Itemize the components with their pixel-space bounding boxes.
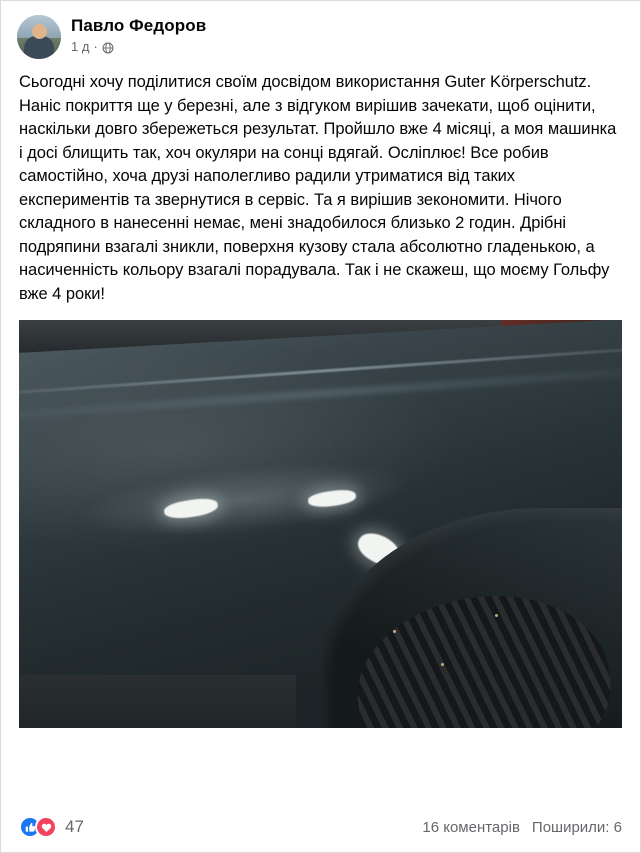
avatar-person-head [32, 24, 47, 39]
meta-separator: · [93, 39, 98, 54]
post-header-text [71, 15, 206, 54]
globe-icon [102, 42, 114, 54]
comments-count[interactable]: 16 коментарів [422, 818, 520, 836]
post-image-container[interactable] [1, 320, 640, 804]
post-footer [1, 804, 640, 852]
footer-stats [422, 819, 622, 836]
reaction-count: 47 [65, 817, 84, 836]
photo-floor [19, 675, 296, 728]
shares-count[interactable]: Поширили: 6 [531, 818, 622, 836]
post-photo[interactable] [19, 320, 622, 728]
author-name[interactable]: Павло Федоров [71, 16, 207, 35]
reactions-group[interactable] [19, 816, 84, 838]
post-text: Сьогодні хочу поділитися своїм досвідом використання Guter Körperschutz. Наніс покриття ще у березні, але з відгуком вирішив зачекати, щоб оцінити, наскільки довго збережеться результат. Пройшло вже 4 місяці, а моя машинка і досі блищить так, хоч окуляри на сонці вдягай. Осліплює! Все робив самостійно, хоча друзі наполегливо радили утриматися від таких експериментів та звернутися в сервіс. Та я вирішив зекономити. Нічого складного в нанесенні немає, мені знадобилося близько 2 годин. Дрібні подряпини взагалі зникли, поверхня кузову стала абсолютно гладенькою, а насиченність кольору взагалі порадувала. Так і не скажеш, що моєму Гольфу вже 4 роки! [19, 73, 617, 303]
post-meta [71, 39, 206, 54]
heart-icon[interactable] [35, 816, 57, 838]
post-timestamp[interactable]: 1 д [71, 39, 90, 54]
avatar[interactable] [17, 15, 61, 59]
photo-spark-2 [441, 663, 444, 666]
avatar-person-body [24, 36, 54, 59]
photo-spark-1 [393, 630, 396, 633]
post-header [1, 1, 640, 65]
